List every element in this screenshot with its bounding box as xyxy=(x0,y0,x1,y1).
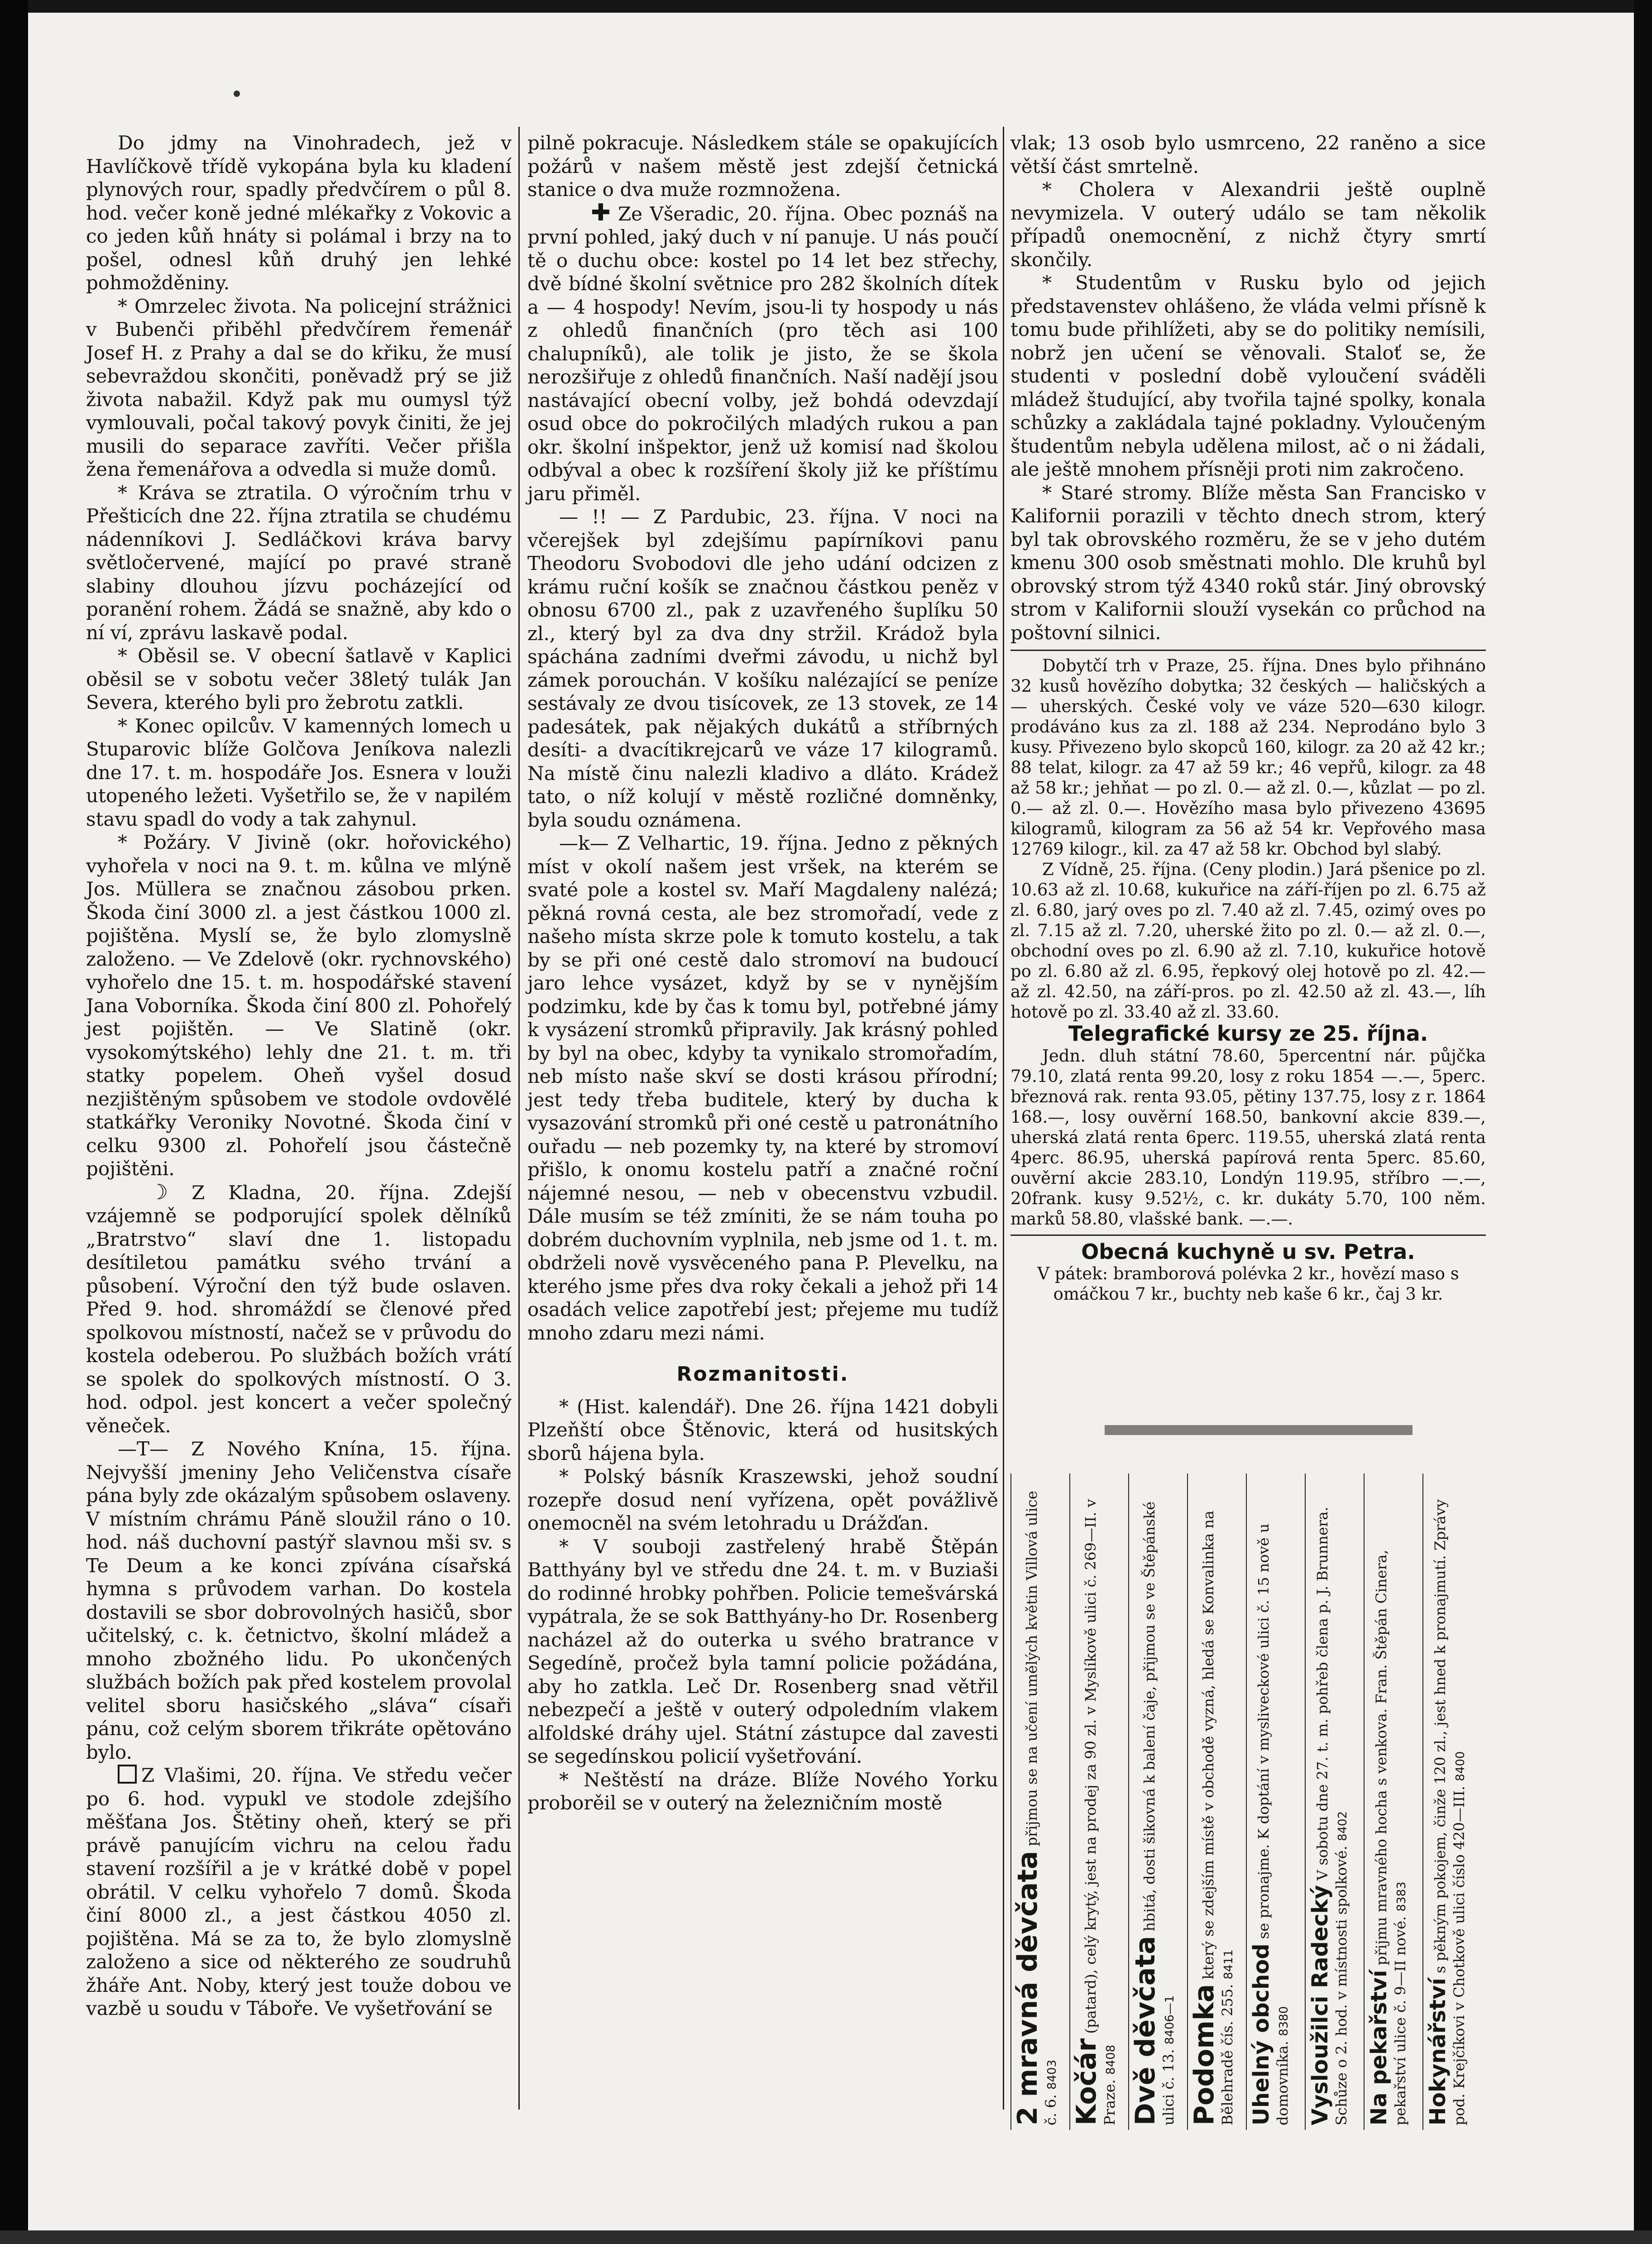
classified-ads xyxy=(1010,1474,1486,2130)
ad-column xyxy=(1187,1474,1247,2130)
article-paragraph: vlak; 13 osob bylo usmrceno, 22 raněno a sice větší část smrtelně. xyxy=(1010,132,1486,177)
market-report: Z Vídně, 25. října. (Ceny plodin.) Jará pšenice po zl. 10.63 až zl. 10.68, kukuřice na září-říjen po zl. 6.75 až zl. 6.80, jarý oves po zl. 7.40 až zl. 7.45, ozimý oves po zl. 7.15 až zl. 7.20, uherské žito po zl. 0.— až zl. 0.—, obchodní oves po zl. 6.90 až zl. 7.10, kukuřice hotově po zl. 6.80 až zl. 6.95, řepkový olej hotově po zl. 42.— až zl. 42.50, na září-pros. po zl. 42.50 až zl. 43.—, líh hotově po zl. 33.40 až zl. 33.60. xyxy=(1010,860,1486,1022)
ad-column xyxy=(1128,1474,1188,2130)
ad-title: 2 mravná děvčata xyxy=(1012,1851,1044,2125)
ad-title: Uhelný obchod xyxy=(1249,1943,1274,2125)
market-report: Dobytčí trh v Praze, 25. října. Dnes bylo přihnáno 32 kusů hovězího dobytka; 32 českých — haličských a — uherských. České voly ve váze 520—630 kilogr. prodáváno kus za zl. 188 až 234. Neprodáno bylo 3 kusy. Přivezeno bylo skopců 160, kilogr. za 20 až 42 kr.; 88 telat, kilogr. za 47 až 59 kr.; 46 vepřů, kilogr. za 48 až 58 kr.; jehňat — po zl. 0.— až zl. 0.—, kůzlat — po zl. 0.— až zl. 0.—. Hovězího masa bylo přivezeno 43695 kilogramů, kilogram za 56 až 54 kr. Vepřového masa 12769 kilogr., kil. za 47 až 58 kr. Obchod byl slabý. xyxy=(1010,656,1486,859)
article-paragraph: * Omrzelec života. Na policejní strážnici v Bubenči přiběhl předvčírem řemenář Josef H. z Prahy a dal se do křiku, že musí sebevraždou skončiti, poněvadž prý se již života nabažil. Když pak mu oumysl týž vymlouvali, počal takový povyk činiti, že jej musili do separace zavříti. Večer přišla žena řemenářova a odvedla si muže domů. xyxy=(86,295,512,480)
scan-border-left xyxy=(0,0,28,2244)
article-paragraph: pilně pokracuje. Následkem stále se opakujících požárů v našem městě jest zdejší četnická stanice o dva muže rozmnožena. xyxy=(527,132,998,201)
article-text: Z Vlašimi, 20. října. Ve středu večer po 6. hod. vypukl ve stodole zdejšího měšťana Jos. Štětiny oheň, který se při právě panujícím vichru na celou řadu stavení rozšířil a je v krátké době v popel obrátil. V celku vyhořelo 7 domů. Škoda činí 8000 zl., a jest částkou 4050 zl. pojištěna. Má se za to, že bylo zlomyslně založeno a sice od některého ze soudruhů žháře Ant. Noby, který jest touže dobou ve vazbě u soudu v Táboře. Ve vyšetřování se xyxy=(86,1764,512,2019)
scan-border-right xyxy=(1634,0,1652,2244)
ad-column xyxy=(1422,1474,1482,2130)
article-paragraph: * Konec opilcův. V kamenných lomech u Stuparovic blíže Golčova Jeníkova nalezli dne 17. t. m. hospodáře Jos. Esnera v louži utopeného ležeti. Vyšetřilo se, že v napilém stavu spadl do vody a tak zahynul. xyxy=(86,714,512,830)
kitchen-heading: Obecná kuchyně u sv. Petra. xyxy=(1081,1239,1415,1264)
article-paragraph: * Staré stromy. Blíže města San Francisko v Kalifornii porazili v těchto dnech strom, který byl tak obrovského rozměru, že se v jeho dutém kmenu 300 osob směstnati mohlo. Dle kruhů byl obrovský strom týž 4340 roků stár. Jiný obrovský strom v Kalifornii slouží vysekán co průchod na poštovní silnici. xyxy=(1010,481,1486,644)
article-paragraph: * V souboji zastřelený hrabě Štěpán Batthyány byl ve středu dne 24. t. m. v Buziaši do rodinné hrobky pohřben. Policie temešvárská vypátrala, že se sok Batthyány-ho Dr. Rosenberg nacházel až do outerka u svého bratrance v Segedíně, pročež byla tamní policie požádána, aby ho zatkla. Leč Dr. Rosenberg snad větřil nebezpečí a ještě v outerý odpoledním vlakem alfoldské dráhy ujel. Státní zástupce dal zavesti se segedínskou policií vyšetřování. xyxy=(527,1535,998,1767)
article-paragraph-vseradice xyxy=(527,201,998,506)
article-text: Z Kladna, 20. října. Zdejší vzájemně se podporující spolek dělníků „Bratrstvo“ slaví dne 1. listopadu desítiletou památku svého trvání a působení. Výroční den týž bude oslaven. Před 9. hod. shromáždí se členové před spolkovou místností, načež se v průvodu do kostela odeberou. Po službách božích vrátí se spolek do spolkových místností. O 3. hod. odpol. jest koncert a večer společný věneček. xyxy=(86,1181,512,1437)
article-paragraph-kladno xyxy=(86,1181,512,1438)
column-1 xyxy=(86,131,512,2020)
ad-text: (patard), celý krytý, jest na prodej za 90 zl. v Myslíkově ulici č. 269—II. v Praze. xyxy=(1082,1499,1118,2125)
scan-border-top xyxy=(0,0,1652,13)
column-2 xyxy=(527,131,998,1815)
scan-border-bottom xyxy=(0,2230,1652,2244)
square-symbol-icon xyxy=(118,1765,137,1784)
ad-text: přijmu mravného hocha s venkova. Fran. Štěpán Cinera, pekařství ulice č. 9—II nové. xyxy=(1373,1550,1409,2125)
ink-dot xyxy=(234,91,240,97)
ad-title: Dvě děvčata xyxy=(1130,1936,1161,2125)
ink-smudge xyxy=(1105,1425,1413,1435)
ad-number: 8383 xyxy=(1395,1881,1408,1912)
ad-text: V sobotu dne 27. t. m. pohřeb člena p. J. Brunnera. Schůze o 2. hod. v místnosti spolkové. xyxy=(1314,1507,1350,2125)
cross-symbol-icon: ✚ xyxy=(591,199,611,226)
section-title: Rozmanitosti. xyxy=(676,1363,849,1386)
article-paragraph: * Požáry. V Jivině (okr. hořovického) vyhořela v noci na 9. t. m. kůlna ve mlýně Jos. Müllera se značnou zásobou prken. Škoda činí 3000 zl. a jest částkou 1000 zl. pojištěna. Myslí se, že bylo zlomyslně založeno. — Ve Zdelově (okr. rychnovského) vyhořelo dne 15. t. m. hospodářské stavení Jana Voborníka. Škoda činí 800 zl. Pohořelý jest pojištěn. — Ve Slatině (okr. vysokomýtského) lehly dne 21. t. m. tři statky popelem. Oheň vyšel dosud nezjištěným spůsobem ve stodole ovdovělé statkářky Veroniky Novotné. Škoda činí v celku 9300 zl. Pohořelí jsou částečně pojištěni. xyxy=(86,831,512,1180)
ad-number: 8380 xyxy=(1277,2006,1291,2036)
ad-number: 8408 xyxy=(1104,2044,1118,2075)
article-text: Ze Všeradic, 20. října. Obec poznáš na první pohled, jaký duch v ní panuje. U nás poučí tě o duchu obce: kostel po 14 let bez střechy, dvě bídné školní světnice pro 282 školních dítek a — 4 hospody! Nevím, jsou-li ty hospody u nás z ohledů finančních (pro těch asi 100 chalupníků), ale tolik je jisto, že se škola nerozšiřuje z ohledů finančních. Naší nadějí jsou nastávající obecní volby, jež bohdá odevzdají osud obce do pokročilých mladých rukou a pan okr. školní inšpektor, jenž už komisí nad školou odbýval a obec k rozšíření školy již ke příštímu jaru přiměl. xyxy=(527,202,998,505)
telegraph-rates: Jedn. dluh státní 78.60, 5percentní nár. půjčka 79.10, zlatá renta 99.20, losy z roku 1854 —.—, 5perc. březnová rak. renta 93.05, pětiny 137.75, losy z r. 1864 168.—, losy ouvěrní 168.50, bankovní akcie 839.—, uherská zlatá renta 6perc. 119.55, uherská zlatá renta 4perc. 86.95, uherská papírová renta 5perc. 85.60, ouvěrní akcie 283.10, Londýn 119.95, stříbro —.—, 20frank. kusy 9.52½, c. kr. dukáty 5.70, 100 něm. marků 58.80, vlašské bank. —.—. xyxy=(1010,1046,1486,1229)
ad-text: přijmou se na učení umělých květin Villová ulice č. 6. xyxy=(1023,1491,1059,2125)
ad-column xyxy=(1305,1474,1365,2130)
article-paragraph: * Cholera v Alexandrii ještě ouplně nevymizela. V outerý událo se tam několik případů onemocnění, z nichž čtyry smrtí skončily. xyxy=(1010,178,1486,271)
ad-column xyxy=(1069,1474,1129,2130)
article-paragraph: —T— Z Nového Knína, 15. října. Nejvyšší jmeniny Jeho Veličenstva císaře pána byly zde okázalým spůsobem oslaveny. V místním chrámu Páně sloužil ráno o 10. hod. náš duchovní pastýř slavnou mši sv. s Te Deum a ke konci zpívána císařská hymna s průvodem varhan. Do kostela dostavili se sbor dobrovolných hasičů, sbor učitelský, c. k. četnictvo, školní mládež a mnoho zbožného lidu. Po ukončených službách božích pak před kostelem provolal velitel sboru hasičského „sláva“ císaři pánu, což celým sborem třikráte opětováno bylo. xyxy=(86,1438,512,1763)
moon-symbol-icon: ☽ xyxy=(149,1179,168,1204)
kitchen-menu: V pátek: bramborová polévka 2 kr., hovězí maso s omáčkou 7 kr., buchty neb kaše 6 kr., čaj 3 kr. xyxy=(1037,1264,1459,1304)
article-paragraph-vlasim xyxy=(86,1764,512,2020)
ad-text: hbitá, dosti šikovná k balení čaje, přijmou se ve Štěpánské ulici č. 13. xyxy=(1141,1501,1177,2125)
ad-number: 8402 xyxy=(1336,1811,1350,1842)
telegraph-heading: Telegrafické kursy ze 25. října. xyxy=(1068,1021,1428,1046)
article-paragraph: * (Hist. kalendář). Dne 26. října 1421 dobyli Plzeňští obce Štěnovic, která od husitských sborů hájena byla. xyxy=(527,1395,998,1464)
ad-text: který se zdejším místě v obchodě vyzná, hledá se Konvalinka na Bělehradě čís. 255. xyxy=(1200,1510,1236,2125)
ad-title: Kočár xyxy=(1071,2038,1102,2125)
article-paragraph: Do jdmy na Vinohradech, jež v Havlíčkově třídě vykopána byla ku kladení plynových rour, spadly předvčírem o půl 8. hod. večer koně jedné mlékařky z Vokovic a co jeden kůň hnáty si polámal i brzy na to pošel, odnesl kůň druhý jen lehké pohmožděniny. xyxy=(86,132,512,294)
column-rule xyxy=(1003,127,1004,2110)
ad-number: 8403 xyxy=(1045,2059,1059,2090)
article-paragraph: * Polský básník Kraszewski, jehož soudní rozepře dosud není vyřízena, opět povážlivě onemocněl na svém letohradu u Drážďan. xyxy=(527,1465,998,1534)
ad-title: Vysloužilci Radecký xyxy=(1307,1885,1333,2125)
divider xyxy=(1010,1234,1486,1236)
ad-column xyxy=(1246,1474,1306,2130)
ad-column xyxy=(1364,1474,1423,2130)
ad-title: Podomka xyxy=(1188,1984,1220,2125)
ad-column xyxy=(1010,1474,1070,2130)
ad-number: 8406—1 xyxy=(1163,1995,1177,2045)
divider xyxy=(1010,650,1486,651)
article-paragraph: * Kráva se ztratila. O výročním trhu v Přešticích dne 22. října ztratila se chudému nádenníkovi J. Sedláčkovi kráva barvy světločervené, mající po pravé straně slabiny dlouhou jízvu pocházející od poranění rohem. Žádá se snažně, aby kdo o ní ví, zprávu laskavě podal. xyxy=(86,481,512,644)
ad-text: s pěkným pokojem, činže 120 zl., jest hned k pronajmutí. Zprávy pod. Krejčíkovi v Chotkově ulici číslo 420—III. xyxy=(1432,1499,1468,2125)
column-rule xyxy=(518,127,520,2110)
ad-text: se pronajme. K doptání v mysliveckové ulici č. 15 nově u domovníka. xyxy=(1255,1523,1291,2125)
ad-number: 8400 xyxy=(1454,1751,1467,1781)
ad-title: Na pekařství xyxy=(1366,1970,1392,2125)
column-3 xyxy=(1010,131,1486,1304)
article-paragraph: * Oběsil se. V obecní šatlavě v Kaplici oběsil se v sobotu večer 38letý tulák Jan Severa, kterého byli pro žebrotu zatkli. xyxy=(86,645,512,713)
article-paragraph: —k— Z Velhartic, 19. října. Jedno z pěkných míst v okolí našem jest vršek, na kterém se svaté pole a kostel sv. Maří Magdaleny nalézá; pěkná rovná cesta, ale bez stromořadí, vede z našeho místa skrze pole k tomuto kostelu, a tak by se při oné cestě dalo stromoví na budoucí jaro lehce vysázet, když by se v nynějším podzimku, kde by čas k tomu byl, potřebné jámy k vysázení stromků připravily. Jak krásný pohled by byl na obec, kdyby ta vynikalo stromořadím, neb místo naše skví se dosti krásou přírodní; jest tedy třeba buditele, který by ducha k vysazování stromků při oné cestě u patronátního ouřadu — neb pozemky ty, na které by stromoví přišlo, k onomu kostelu patří a značné roční nájemné nesou, — neb v obecenstvu vzbudil. Dále musím se též zmíniti, že se nám touha po dobrém duchovním vyplnila, neb jsme od 1. t. m. obdrželi nově vysvěceného pana P. Plevelku, na kterého jsme přes dva roky čekali a jehož při 14 osadách velice zapotřebí jest; přejeme mu tudíž mnoho zdaru mezi námi. xyxy=(527,832,998,1344)
article-paragraph: * Neštěstí na dráze. Blíže Nového Yorku proborěil se v outerý na železničním mostě xyxy=(527,1768,998,1814)
article-paragraph: * Studentům v Rusku bylo od jejich představenstev ohlášeno, že vláda velmi přísně k tomu bude přihlížeti, aby se do politiky nemísili, nobrž jen učení se věnovali. Staloť se, že studenti v poslední době vyloučení sváděli mládež študující, aby tvořila tajné spolky, konala schůzky a zakládala tajné pokladny. Vyloučeným študentům nebyla udělena milost, ač o ni žádali, ale ještě mnohem přísněji proti nim zakročeno. xyxy=(1010,272,1486,480)
article-paragraph: — !! — Z Pardubic, 23. října. V noci na včerejšek byl zdejšímu papírníkovi panu Theodoru Svobodovi dle jeho udání odcizen z krámu ruční košík se značnou částkou peněz v obnosu 6700 zl., pak z uzavřeného šuplíku 50 zl., který byl za dva dny stržil. Krádož byla spáchána zadními dveřmi závodu, u nichž byl zámek porouchán. V košíku nalézající se peníze sestávaly ze dvou tisícovek, ze 13 stovek, ze 14 padesátek, pak nějakých dukátů a stříbrných desíti- a dvacítikrejcarů ve váze 17 kilogramů. Na místě činu nalezli kladivo a dláto. Krádež tato, o níž kolují v městě rozličné domněnky, byla soudu oznámena. xyxy=(527,506,998,831)
ad-title: Hokynářství xyxy=(1425,1978,1451,2125)
ad-number: 8411 xyxy=(1222,1949,1235,1980)
